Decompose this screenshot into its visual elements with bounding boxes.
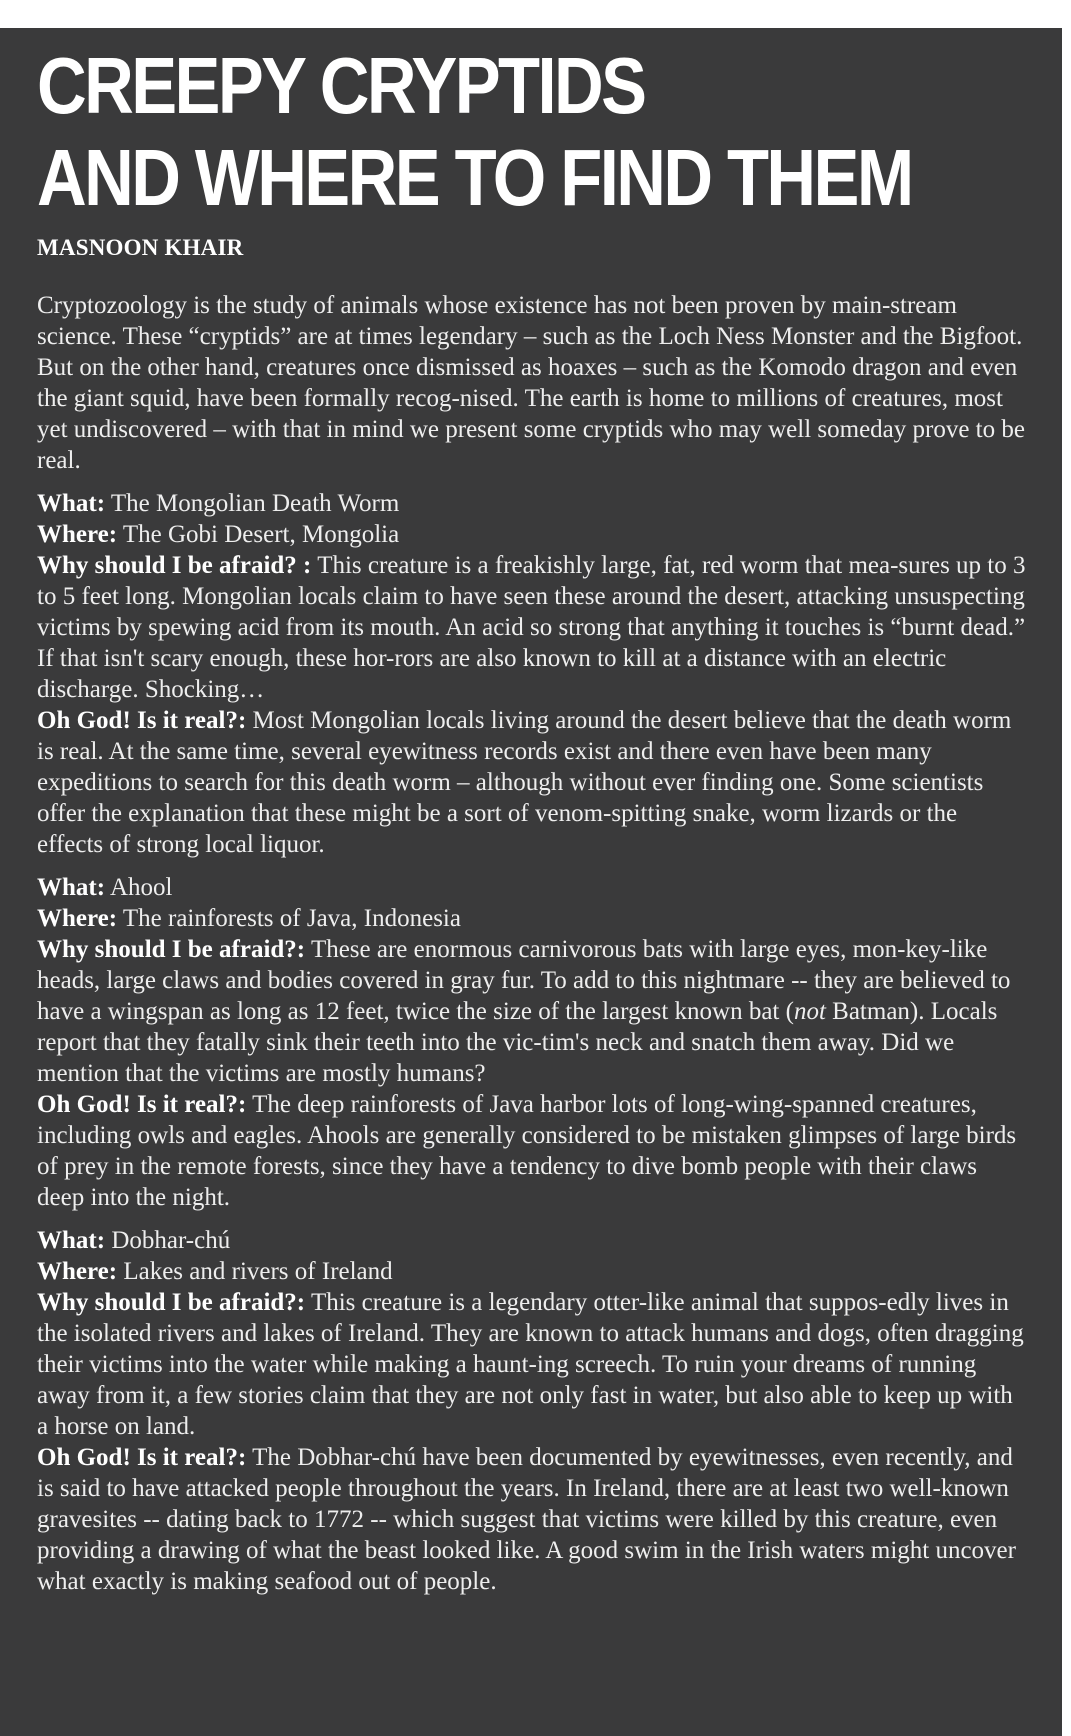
what-value: Dobhar-chú — [111, 1227, 231, 1254]
entry-real — [37, 705, 1027, 860]
where-value: Lakes and rivers of Ireland — [123, 1258, 393, 1285]
where-label: Where: — [37, 905, 118, 932]
cryptid-entry-ahool — [37, 872, 1027, 1213]
author-byline: MASNOON KHAIR — [37, 235, 244, 260]
entry-where — [37, 903, 1027, 934]
why-value-italic: not — [793, 998, 826, 1025]
what-value: The Mongolian Death Worm — [110, 490, 400, 517]
real-value: The deep rainforests of Java harbor lots of long-wing-spanned creatures, including owls and eagles. Ahools are generally considered to be mistaken glimpses of large birds of prey in the remote forests, since they have a tendency to dive bomb people with their claws deep into the night. — [37, 1091, 1017, 1211]
cryptid-entry-dobhar-chu — [37, 1225, 1027, 1597]
entry-real — [37, 1089, 1027, 1213]
entry-why — [37, 1287, 1027, 1442]
where-label: Where: — [37, 521, 118, 548]
real-label: Oh God! Is it real?: — [37, 1444, 247, 1471]
why-label: Why should I be afraid?: — [37, 936, 306, 963]
cryptid-entry-death-worm — [37, 488, 1027, 860]
entry-why — [37, 550, 1027, 705]
where-label: Where: — [37, 1258, 118, 1285]
entry-what — [37, 872, 1027, 903]
entry-what — [37, 488, 1027, 519]
page-edge — [1062, 0, 1071, 1736]
title-line-2: AND WHERE TO FIND THEM — [37, 133, 912, 222]
intro-paragraph: Cryptozoology is the study of animals whose existence has not been proven by main-stream science. These “cryptids” are at times legendary – such as the Loch Ness Monster and the Bigfoot. But on the other hand, creatures once dismissed as hoaxes – such as the Komodo dragon and even the giant squid, have been formally recog-nised. The earth is home to millions of creatures, most yet undiscovered – with that in mind we present some cryptids who may well someday prove to be real. — [37, 292, 1025, 474]
why-value: This creature is a legendary otter-like animal that suppos-edly lives in the isolated rivers and lakes of Ireland. They are known to attack humans and dogs, often dragging their victims into the water while making a haunt-ing screech. To ruin your dreams of running away from it, a few stories claim that they are not only fast in water, but also able to keep up with a horse on land. — [37, 1289, 1024, 1440]
what-label: What: — [37, 1227, 106, 1254]
article-title — [37, 40, 912, 224]
entry-where — [37, 1256, 1027, 1287]
title-line-1: CREEPY CRYPTIDS — [37, 41, 645, 130]
real-label: Oh God! Is it real?: — [37, 707, 247, 734]
what-label: What: — [37, 490, 106, 517]
why-value: This creature is a freakishly large, fat, red worm that mea-sures up to 3 to 5 feet long. Mongolian locals claim to have seen these around the desert, attacking unsuspecting victims by spewing acid from its mouth. An acid so strong that anything it touches is “burnt dead.” If that isn't scary enough, these hor-rors are also known to kill at a distance with an electric discharge. Shocking… — [37, 552, 1026, 703]
real-value: The Dobhar-chú have been documented by eyewitnesses, even recently, and is said to have attacked people throughout the years. In Ireland, there are at least two well-known gravesites -- dating back to 1772 -- which suggest that victims were killed by this creature, even providing a drawing of what the beast looked like. A good swim in the Irish waters might uncover what exactly is making seafood out of people. — [37, 1444, 1016, 1595]
entry-what — [37, 1225, 1027, 1256]
why-value-part-2: Batman). Locals report that they fatally sink their teeth into the vic-tim's neck and snatch them away. Did we mention that the victims are mostly humans? — [37, 998, 998, 1087]
entry-why — [37, 934, 1027, 1089]
real-label: Oh God! Is it real?: — [37, 1091, 247, 1118]
article-content — [37, 40, 1027, 1597]
real-value: Most Mongolian locals living around the desert believe that the death worm is real. At the same time, several eyewitness records exist and there even have been many expeditions to search for this death worm – although without ever finding one. Some scientists offer the explanation that these might be a sort of venom-spitting snake, worm lizards or the effects of strong local liquor. — [37, 707, 1012, 858]
why-label: Why should I be afraid?: — [37, 1289, 306, 1316]
where-value: The rainforests of Java, Indonesia — [122, 905, 461, 932]
intro-section — [37, 290, 1027, 476]
where-value: The Gobi Desert, Mongolia — [122, 521, 400, 548]
what-label: What: — [37, 874, 106, 901]
why-label: Why should I be afraid? : — [37, 552, 312, 579]
entry-where — [37, 519, 1027, 550]
why-value-part-1: These are enormous carnivorous bats with large eyes, mon-key-like heads, large claws and bodies covered in gray fur. To add to this nightmare -- they are believed to have a wingspan as long as 12 feet, twice the size of the largest known bat ( — [37, 936, 1011, 1025]
entry-real — [37, 1442, 1027, 1597]
what-value: Ahool — [109, 874, 173, 901]
